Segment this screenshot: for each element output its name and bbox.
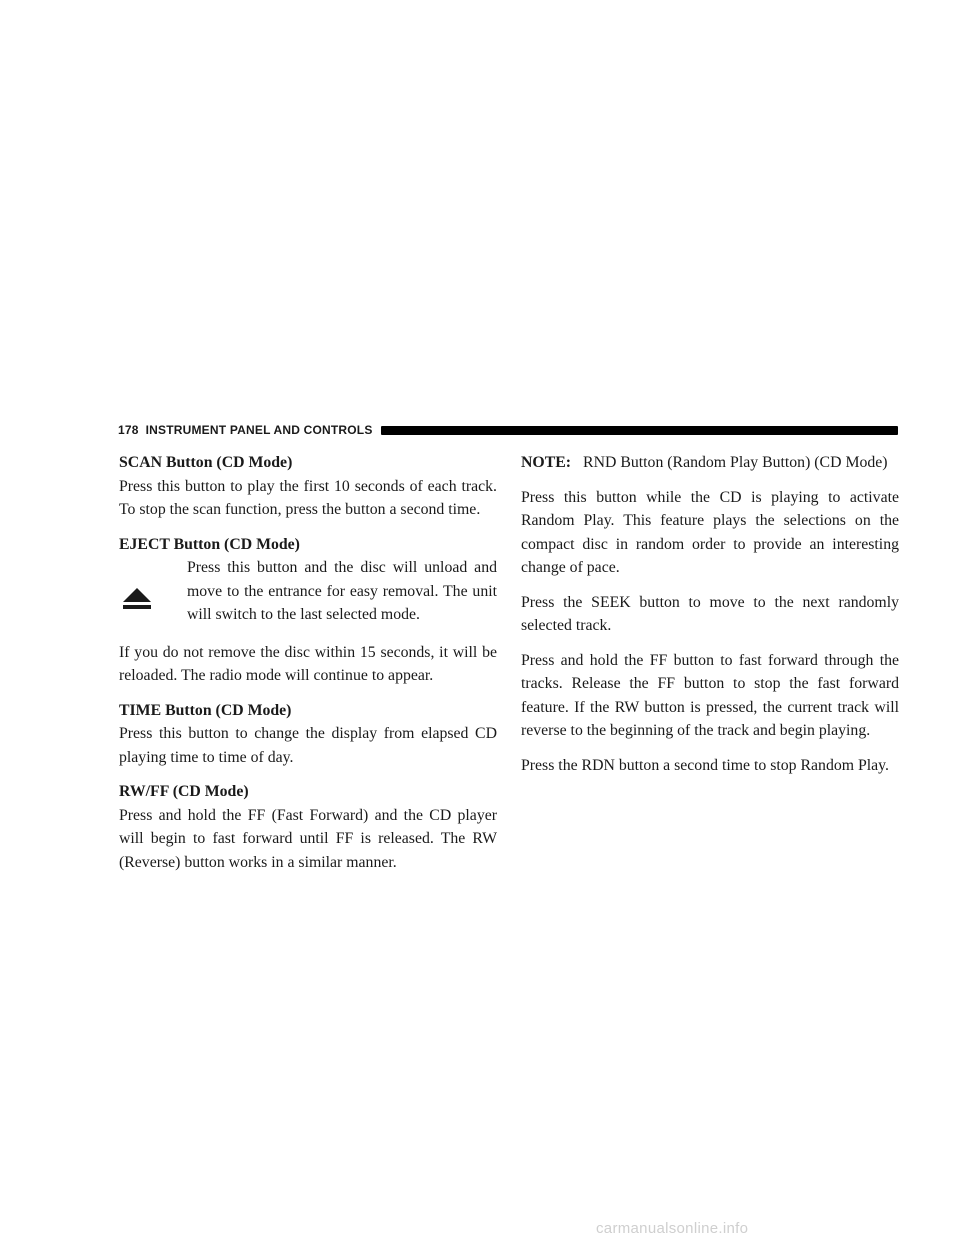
eject-body: Press this button and the disc will unload and move to the entrance for easy removal. The unit will switch to the last selected mode. <box>187 559 497 623</box>
note-text: RND Button (Random Play Button) (CD Mode) <box>583 454 888 471</box>
scan-heading: SCAN Button (CD Mode) <box>119 454 293 471</box>
eject-heading: EJECT Button (CD Mode) <box>119 535 300 553</box>
paragraph: Press the RDN button a second time to stop Random Play. <box>521 756 889 774</box>
reload-text: If you do not remove the disc within 15 seconds, it will be reloaded. The radio mode will continue to appear. <box>119 643 497 684</box>
time-body: Press this button to change the display from elapsed CD playing time to time of day. <box>119 725 497 766</box>
eject-block <box>119 556 497 627</box>
note-line <box>521 451 899 475</box>
paragraph: Press this button while the CD is playing to activate Random Play. This feature plays the selections on the compact disc in random order to provide an interesting change of pace. <box>521 488 899 576</box>
section-title: INSTRUMENT PANEL AND CONTROLS <box>145 423 373 437</box>
paragraph: Press and hold the FF button to fast forward through the tracks. Release the FF button to stop the fast forward feature. If the RW button is pressed, the current track will reverse to the beginning of the track and begin playing. <box>521 651 899 739</box>
rwff-heading: RW/FF (CD Mode) <box>119 783 249 800</box>
note-label: NOTE: <box>521 454 572 471</box>
scan-body: Press this button to play the first 10 seconds of each track. To stop the scan function, press the button a second time. <box>119 477 497 518</box>
page-number: 178 <box>118 423 139 437</box>
left-column <box>119 451 497 885</box>
time-heading: TIME Button (CD Mode) <box>119 701 292 719</box>
watermark: carmanualsonline.info <box>596 1220 749 1237</box>
paragraph: Press the SEEK button to move to the next randomly selected track. <box>521 593 899 634</box>
header-rule <box>381 426 898 435</box>
page-header <box>118 423 898 437</box>
right-column <box>521 451 899 788</box>
rwff-body: Press and hold the FF (Fast Forward) and the CD player will begin to fast forward until FF is released. The RW (Reverse) button works in a similar manner. <box>119 806 497 871</box>
eject-icon <box>121 586 153 610</box>
